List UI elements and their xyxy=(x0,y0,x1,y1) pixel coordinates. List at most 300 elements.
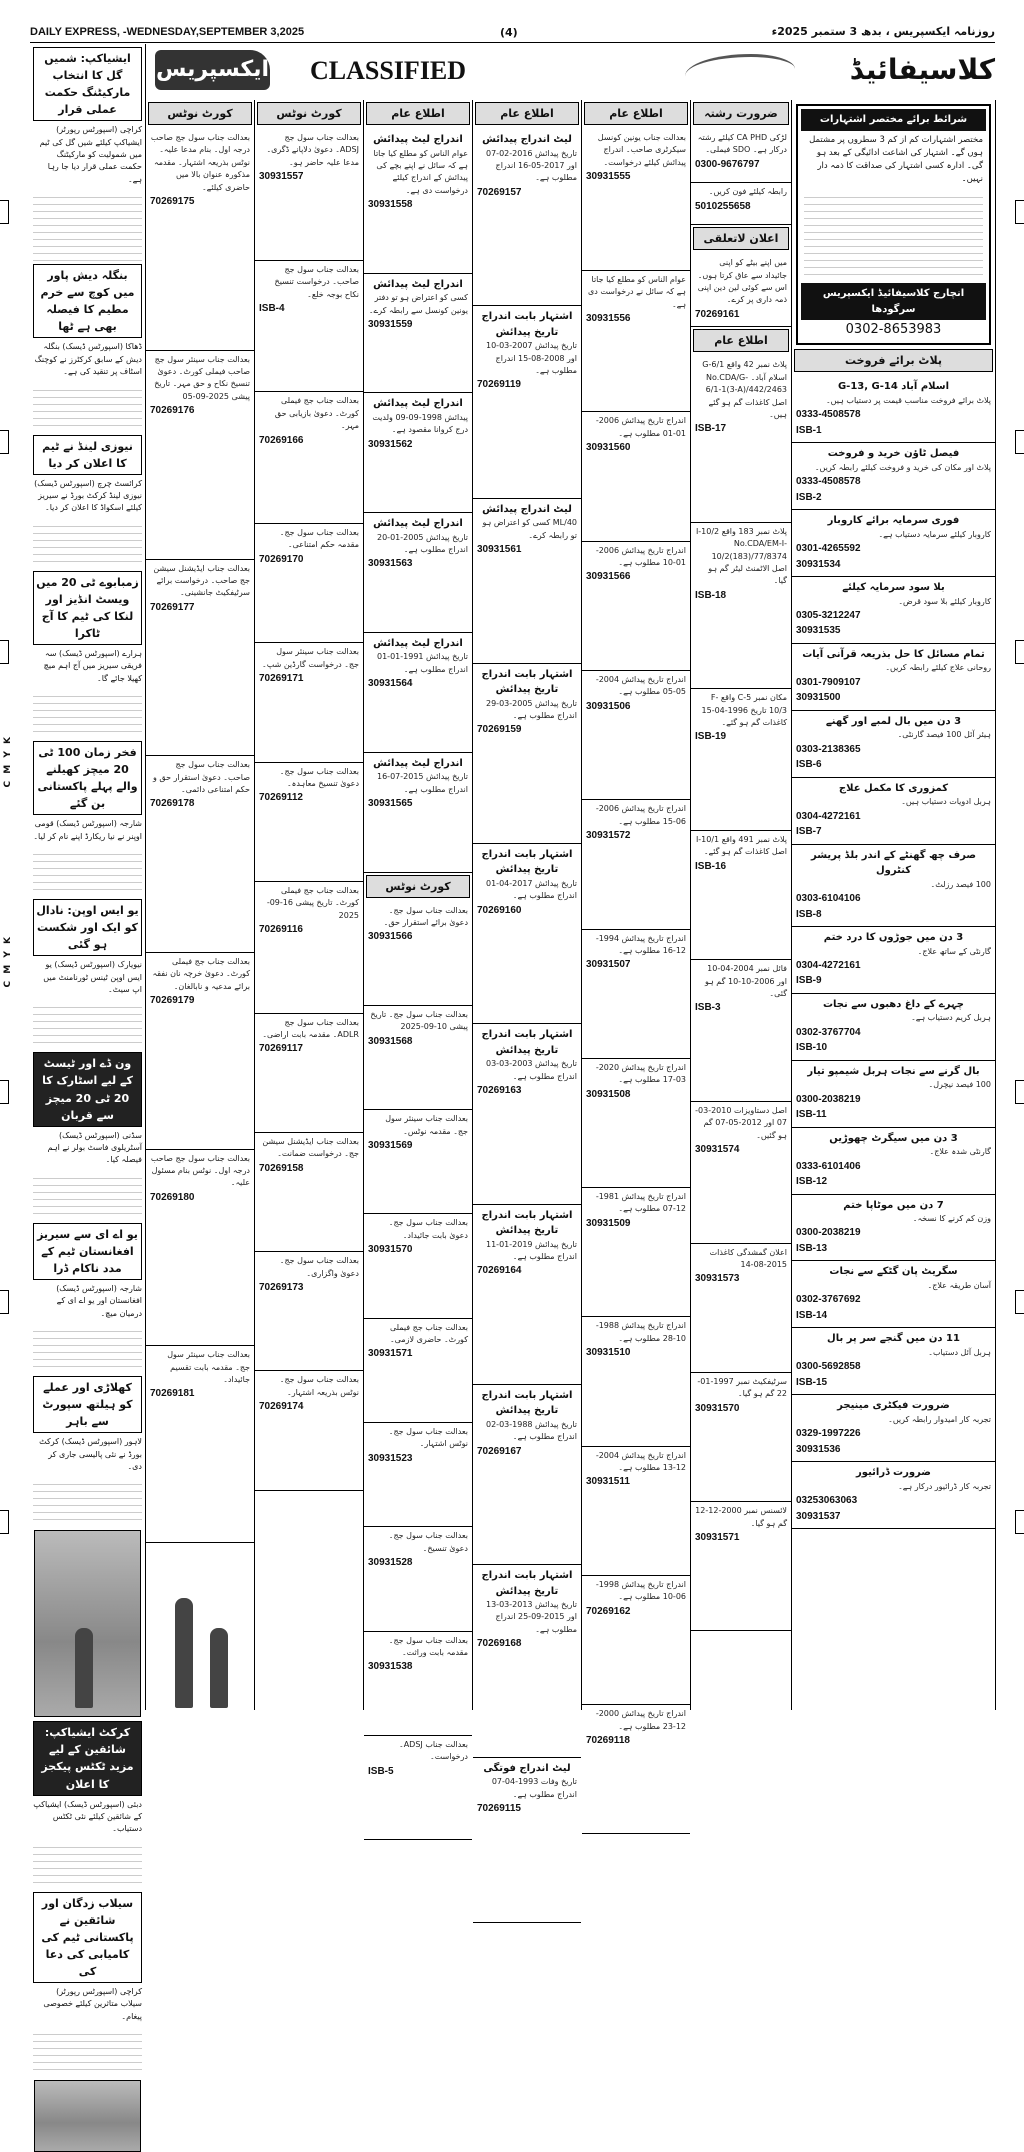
ad-phone: 0303-2138365 xyxy=(796,743,861,755)
ad-phone: 0302-3767704 xyxy=(796,1026,861,1038)
ad-body: سرٹیفکیٹ نمبر 1997-01-22 گم ہو گیا۔ xyxy=(697,1376,787,1399)
classified-ad xyxy=(146,1346,254,1543)
masthead-urdu-date: روزنامہ ایکسپریس ، بدھ 3 ستمبر 2025ء xyxy=(771,25,995,38)
ad-code: 70269168 xyxy=(477,1638,522,1650)
classified-ad xyxy=(364,633,472,753)
ad-body: پیدائش 1998-09-09 ولدیت درج کروانا مقصود ہے۔ xyxy=(372,412,468,435)
news-body: کرائسٹ چرچ (اسپورٹس ڈیسک) نیوزی لینڈ کرکٹ بورڈ نے سیریز کیلئے اسکواڈ کا اعلان کر دیا۔ xyxy=(34,478,142,513)
ad-code: 30931558 xyxy=(368,199,413,211)
ad-code: 70269161 xyxy=(695,308,740,320)
ad-code: 5010255658 xyxy=(695,200,751,212)
classified-ad xyxy=(582,542,690,671)
ad-code: ISB-17 xyxy=(695,423,727,435)
ad-code: 70269178 xyxy=(150,798,195,810)
ad-body: بعدالت جناب ایڈیشنل سیشن جج صاحب۔ درخواست برائے سرٹیفکیٹ جانشینی۔ xyxy=(153,563,250,598)
ad-phone: 0301-4265592 xyxy=(796,543,861,555)
ad-body: تاریخ وفات 1993-04-07 اندراج مطلوب ہے۔ xyxy=(491,1777,577,1799)
classified-ad xyxy=(364,1214,472,1318)
classified-ad xyxy=(691,1502,791,1631)
news-headline: ون ڈے اور ٹیسٹ کے لیے اسٹارک کا 20 ٹی 20 میچز سے قربان xyxy=(33,1052,142,1126)
news-headline: یو اے ای سے سیریز افغانستان ٹیم کے مدد ناکام ڈرا xyxy=(33,1223,142,1280)
ad-body: اصل دستاویزات 2010-03-07 اور 2012-05-07 گم ہو گئیں۔ xyxy=(695,1105,787,1140)
ad-body: اندراج تاریخ پیدائش 2004-12-13 مطلوب ہے۔ xyxy=(595,1450,686,1473)
ad-body: بعدالت جناب سول جج صاحب درجہ اول۔ نوٹس بنام مسئول علیہ۔ xyxy=(150,1153,250,1188)
classified-ad xyxy=(792,644,995,711)
ad-title: تمام مسائل کا حل بذریعہ قرآنی آیات xyxy=(802,648,985,660)
masthead xyxy=(30,22,995,43)
section-header: پلاٹ برائے فروخت xyxy=(794,349,993,372)
ad-body: تاریخ پیدائش 1991-01-01 اندراج مطلوب ہے۔ xyxy=(376,652,468,674)
classified-ad xyxy=(582,671,690,800)
ad-body: رابطہ کیلئے فون کریں۔ xyxy=(708,187,787,197)
ad-code: 30931570 xyxy=(695,1402,740,1414)
classified-ad xyxy=(792,994,995,1061)
news-text-lines xyxy=(33,1172,142,1220)
classified-ad xyxy=(364,513,472,633)
ad-phone: 0333-4508578 xyxy=(796,409,861,421)
classified-ad xyxy=(473,844,581,1024)
ad-code: 30931511 xyxy=(586,1476,630,1488)
ad-title: اندراج لیٹ پیدائش xyxy=(373,134,463,146)
ad-code: 30931569 xyxy=(368,1139,413,1151)
ad-body: بعدالت جناب سینئر سول جج۔ درخواست گارڈین شپ۔ xyxy=(262,647,359,669)
ad-body: بعدالت جناب ایڈیشنل سیشن جج۔ درخواست ضمانت۔ xyxy=(262,1136,359,1159)
ad-body: مکان نمبر 5-C واقع F-10/3 تاریخ 1996-04-15 کاغذات گم ہو گئے۔ xyxy=(701,693,787,728)
ad-body: اندراج تاریخ پیدائش 2020-03-17 مطلوب ہے۔ xyxy=(595,1062,686,1085)
news-headline: زمبابوے ٹی 20 میں ویسٹ انڈیز اور لنکا کی ٹیم کا آج ٹاکرا xyxy=(33,571,142,645)
registration-mark xyxy=(1015,1510,1024,1534)
ad-title: اشتہار بابت اندراج تاریخ پیدائش xyxy=(481,668,573,696)
ad-body: بعدالت جناب سول جج۔ دعویٰ تنسیخ۔ xyxy=(388,1531,468,1553)
registration-mark xyxy=(0,1510,9,1534)
news-text-lines xyxy=(33,1478,142,1526)
section-header: اطلاع عام xyxy=(584,102,688,125)
classified-title-urdu: کلاسیفائیڈ xyxy=(849,53,995,86)
ad-body: میں اپنے بیٹے کو اپنی جائیداد سے عاق کرتا ہوں۔ اس سے کوئی لین دین اپنی ذمہ داری پر کرے۔ xyxy=(697,258,787,305)
ad-phone: 0302-3767692 xyxy=(796,1294,861,1306)
news-body: کراچی (اسپورٹس رپورٹر) سیلاب متاثرین کیلئے خصوصی پیغام۔ xyxy=(43,1986,142,2021)
classified-ad xyxy=(792,711,995,778)
ad-code: 0300-9676797 xyxy=(695,158,760,170)
ad-body: ہربل کریم دستیاب ہے۔ xyxy=(911,1013,991,1023)
news-headline: بنگلہ دیش پاور میں کوچ سے خرم مطیم کا فیصلہ بھی ہے ٹھا xyxy=(33,264,142,338)
classified-ad xyxy=(691,831,791,960)
ad-body: پلاٹ نمبر 491 واقع I-10/1 اصل کاغذات گم ہو گئے۔ xyxy=(695,834,787,857)
ad-body: 100 فیصد نیچرل۔ xyxy=(928,1080,991,1090)
ad-phone: 0305-3212247 xyxy=(796,609,861,621)
news-headline: سیلاب زدگان اور شائقین نے پاکستانی ٹیم کی کامیابی کی دعا کی xyxy=(33,1892,142,1983)
ad-code: 30931573 xyxy=(695,1273,740,1285)
news-body: کراچی (اسپورٹس رپورٹر) ایشیاکپ کیلئے شیں گل کی ٹیم میں شمولیت کو مارکیٹنگ حکمت عملی قرار دیا جا رہا ہے۔ xyxy=(39,125,142,184)
classified-ad xyxy=(582,412,690,541)
ad-code: 30931568 xyxy=(368,1035,413,1047)
ad-code: 30931538 xyxy=(368,1661,413,1673)
ad-code: 70269117 xyxy=(259,1043,303,1055)
classified-ad xyxy=(691,183,791,225)
ad-body: بعدالت جناب سول جج صاحب درجہ اول۔ بنام مدعا علیہ۔ نوٹس بذریعہ اشتہار۔ مقدمہ مذکورہ عنوان بالا میں حاضری کیلئے۔ xyxy=(150,133,250,192)
ad-phone: 0300-2038219 xyxy=(796,1093,861,1105)
ad-phone: 03253063063 xyxy=(796,1495,858,1507)
ad-title: اندراج لیٹ پیدائش xyxy=(373,757,463,769)
ad-code: 30931556 xyxy=(586,312,631,324)
ad-code: 30931560 xyxy=(586,442,631,454)
news-body: نیویارک (اسپورٹس ڈیسک) یو ایس اوپن ٹینس ٹورنامنٹ میں اپ سیٹ۔ xyxy=(43,960,142,995)
ad-code: 70269162 xyxy=(586,1605,631,1617)
news-body: سڈنی (اسپورٹس ڈیسک) آسٹریلوی فاسٹ بولر نے اہم فیصلہ کیا۔ xyxy=(47,1130,142,1165)
ad-body: وزن کم کرنے کا نسخہ۔ xyxy=(912,1214,991,1224)
classified-ad xyxy=(255,129,363,261)
ad-body: ہیئر آئل 100 فیصد گارنٹی۔ xyxy=(897,730,991,740)
ad-title: اسلام آباد G-13, G-14 xyxy=(837,381,950,393)
classified-ad xyxy=(582,1317,690,1446)
news-body: لاہور (اسپورٹس ڈیسک) کرکٹ بورڈ نے نئی پالیسی جاری کر دی۔ xyxy=(39,1437,142,1471)
classified-ad xyxy=(473,499,581,664)
ad-code: 30931510 xyxy=(586,1347,631,1359)
ad-code: 30931507 xyxy=(586,959,631,971)
registration-mark xyxy=(0,640,9,664)
ad-code: 70269179 xyxy=(150,995,195,1007)
classified-ad xyxy=(582,800,690,929)
registration-mark xyxy=(0,200,9,224)
ad-body: بعدالت جناب سول جج۔ دعویٰ واگزاری۔ xyxy=(279,1256,359,1278)
classified-ad xyxy=(691,356,791,522)
ad-code: ISB-13 xyxy=(796,1242,828,1254)
ad-title: فوری سرمایہ برائے کاروبار xyxy=(827,515,960,527)
sports-column xyxy=(30,44,146,2021)
cmyk-mark: C M Y K xyxy=(3,735,13,788)
classified-ad xyxy=(255,643,363,762)
ad-title: 7 دن میں موٹاپا ختم xyxy=(843,1199,944,1211)
section-header: کورٹ نوٹس xyxy=(257,102,361,125)
classified-ad xyxy=(146,560,254,757)
ad-code: 30931559 xyxy=(368,318,413,330)
classified-ad xyxy=(364,1527,472,1631)
ad-body: اندراج تاریخ پیدائش 2004-05-05 مطلوب ہے۔ xyxy=(595,674,686,697)
classified-ad xyxy=(473,306,581,499)
ad-body: بعدالت جناب سول جج۔ دعویٰ تنسیخ معاہدہ۔ xyxy=(279,766,359,789)
ad-code: ISB-16 xyxy=(695,860,727,872)
ad-code: 70269177 xyxy=(150,601,195,613)
ad-code: 70269112 xyxy=(259,792,303,804)
classified-ad xyxy=(364,1632,472,1736)
ad-code: 30931566 xyxy=(586,571,631,583)
ad-code: 30931509 xyxy=(586,1217,631,1229)
news-text-lines xyxy=(33,1325,142,1373)
ad-code: 30931500 xyxy=(796,692,841,704)
classified-ad xyxy=(582,271,690,413)
ad-body: بعدالت جناب جج فیملی کورٹ۔ دعویٰ بازیابی حق مہر۔ xyxy=(274,396,359,431)
ad-title: اشتہار بابت اندراج تاریخ پیدائش xyxy=(481,848,573,876)
classified-ad xyxy=(792,845,995,927)
ad-body: بعدالت جناب سینئر سول جج صاحب فیملی کورٹ۔ دعویٰ تنسیخ نکاح و حق مہر۔ تاریخ پیشی 2025-09-05 xyxy=(154,354,250,401)
classified-ad xyxy=(582,930,690,1059)
ad-body: اندراج تاریخ پیدائش 2006-01-10 مطلوب ہے۔ xyxy=(595,545,686,568)
ad-phone: 0329-1997226 xyxy=(796,1428,861,1440)
ad-code: 30931571 xyxy=(695,1531,740,1543)
ad-title: لیٹ اندراج پیدائش xyxy=(482,134,572,146)
ad-code: 70269176 xyxy=(150,405,195,417)
classified-ad xyxy=(364,1736,472,1840)
classified-ad xyxy=(146,953,254,1150)
classified-title-english: CLASSIFIED xyxy=(310,56,467,85)
classified-ad xyxy=(792,1061,995,1128)
ad-body: اندراج تاریخ پیدائش 1998-06-10 مطلوب ہے۔ xyxy=(595,1579,686,1602)
classified-ad xyxy=(255,524,363,643)
section-header: اطلاع عام xyxy=(366,102,470,125)
news-headline: کھلاڑی اور عملے کو ہیلتھ سپورٹ سے باہر xyxy=(33,1376,142,1433)
registration-mark xyxy=(0,1290,9,1314)
ad-body: ہربل آئل دستیاب۔ xyxy=(928,1347,991,1357)
section-header: اعلان لاتعلقی xyxy=(693,227,789,250)
ad-code: ISB-18 xyxy=(695,589,727,601)
registration-mark xyxy=(0,430,9,454)
general-notices-column xyxy=(364,100,473,1777)
ad-code: ISB-19 xyxy=(695,731,727,743)
ad-body: اندراج تاریخ پیدائش 2000-12-23 مطلوب ہے۔ xyxy=(595,1709,686,1731)
ad-code: 30931508 xyxy=(586,1088,631,1100)
ad-body: بعدالت جناب سول جج۔ تاریخ پیشی 10-09-2025 xyxy=(370,1009,468,1032)
classified-ad xyxy=(792,510,995,577)
classified-ad xyxy=(255,1133,363,1252)
ad-body: تاریخ پیدائش 2017-04-01 اندراج مطلوب ہے۔ xyxy=(485,878,577,901)
ad-phone: 0333-6101406 xyxy=(796,1160,861,1172)
classified-ad xyxy=(582,129,690,271)
classified-ad xyxy=(792,443,995,510)
ad-code: ISB-3 xyxy=(695,1002,721,1014)
ad-body: 100 فیصد رزلٹ۔ xyxy=(930,879,991,889)
classified-ad xyxy=(691,960,791,1102)
ad-body: بعدالت جناب جج فیملی کورٹ۔ حاضری لازمی۔ xyxy=(389,1322,468,1345)
classified-ad xyxy=(582,1059,690,1188)
ad-body: اندراج تاریخ پیدائش 2006-06-15 مطلوب ہے۔ xyxy=(595,804,686,826)
ad-title: لیٹ اندراج فوتگی xyxy=(483,1762,571,1774)
classified-ad xyxy=(473,1758,581,1923)
ad-body: اندراج تاریخ پیدائش 2006-01-01 مطلوب ہے۔ xyxy=(595,416,686,438)
ad-title: اشتہار بابت اندراج تاریخ پیدائش xyxy=(481,1570,573,1597)
ad-title: 11 دن میں گنجے سر پر بال xyxy=(827,1333,960,1345)
pen-swoosh-icon xyxy=(685,54,795,91)
classified-ad xyxy=(255,1252,363,1371)
ad-body: پلاٹ برائے فروخت مناسب قیمت پر دستیاب ہیں۔ xyxy=(825,395,991,405)
ad-code: 70269119 xyxy=(477,379,521,391)
news-headline: کرکٹ ایشیاکپ: شائقین کے لیے مزید ٹکٹس پیکجز کا اعلان xyxy=(33,1721,142,1795)
classified-ad xyxy=(792,1462,995,1529)
classified-ad xyxy=(364,393,472,513)
ad-title: اندراج لیٹ پیدائش xyxy=(373,518,463,530)
classified-ad xyxy=(255,392,363,524)
rates-contact: انچارج کلاسیفائیڈ ایکسپریس سرگودھا xyxy=(801,283,986,320)
section-header: کورٹ نوٹس xyxy=(366,875,470,898)
ad-title: فیصل ٹاؤن خرید و فروخت xyxy=(827,448,960,460)
ad-body: بعدالت جناب سول جج۔ دعویٰ برائے استقرار حق۔ xyxy=(383,905,468,927)
ad-body: بعدالت جناب یونین کونسل سیکرٹری صاحب۔ اندراج پیدائش کیلئے درخواست۔ xyxy=(597,133,686,167)
ad-body: اعلان گمشدگی کاغذات 2015-08-14 xyxy=(709,1247,787,1269)
classified-banner xyxy=(155,50,995,94)
court-notices-column-2 xyxy=(255,100,364,1710)
cricket-photo xyxy=(34,1530,141,1717)
ad-code: 70269175 xyxy=(150,196,195,207)
ad-title: اشتہار بابت اندراج تاریخ پیدائش xyxy=(481,1209,573,1237)
ad-body: تاریخ پیدائش 2005-01-20 اندراج مطلوب ہے۔ xyxy=(376,532,468,555)
ad-body: کاروبار کیلئے بلا سود قرض۔ xyxy=(898,596,991,606)
news-headline: یو ایس اوپن: نادال کو ایک اور شکست ہو گئی xyxy=(33,899,142,956)
classified-ad xyxy=(792,927,995,994)
registration-mark xyxy=(1015,430,1024,454)
ad-code: ISB-8 xyxy=(796,908,822,920)
ad-code: 30931528 xyxy=(368,1557,413,1569)
classified-ad xyxy=(255,763,363,882)
ad-body: اندراج تاریخ پیدائش 1994-12-16 مطلوب ہے۔ xyxy=(595,933,686,955)
player-figure xyxy=(75,1628,93,1708)
ad-body: بعدالت جناب سول جج صاحب۔ درخواست تنسیخ نکاح بوجہ خلع۔ xyxy=(274,264,359,299)
ad-code: 70269159 xyxy=(477,724,522,736)
ad-body: پلاٹ اور مکان کی خرید و فروخت کیلئے رابطہ کریں۔ xyxy=(814,462,991,472)
ad-code: 70269157 xyxy=(477,186,522,198)
ad-code: 70269173 xyxy=(259,1281,304,1293)
ad-code: ISB-12 xyxy=(796,1176,828,1188)
news-text-lines xyxy=(33,690,142,738)
ad-title: اندراج لیٹ پیدائش xyxy=(373,637,463,649)
classified-ad xyxy=(691,523,791,689)
ad-code: 30931572 xyxy=(586,830,631,842)
ad-body: کسی کو اعتراض ہو تو دفتر یونین کونسل سے رابطہ کرے۔ xyxy=(368,293,468,315)
ad-code: 30931557 xyxy=(259,171,304,183)
section-header: ضرورت رشتہ xyxy=(693,102,789,125)
classified-ad xyxy=(792,1128,995,1195)
ad-code: 30931574 xyxy=(695,1144,740,1156)
ad-code: 70269181 xyxy=(150,1388,195,1400)
news-text-lines xyxy=(33,848,142,896)
ad-rates-box xyxy=(796,104,991,345)
classified-ad xyxy=(582,1447,690,1576)
ad-body: بعدالت جناب جج فیملی کورٹ۔ دعویٰ خرچہ نان نفقہ برائے مدعیہ و نابالغان۔ xyxy=(152,956,250,991)
ad-phone: 0303-6104106 xyxy=(796,893,861,904)
ad-body: بعدالت جناب سول جج۔ دعویٰ بابت جائیداد۔ xyxy=(388,1218,468,1240)
ad-code: ISB-10 xyxy=(796,1042,828,1054)
ad-code: ISB-15 xyxy=(796,1376,828,1388)
classified-ad xyxy=(691,689,791,831)
ad-body: لائسنس نمبر 2000-12-12 گم ہو گیا۔ xyxy=(695,1506,787,1528)
ad-body: بعدالت جناب سینئر سول جج۔ مقدمہ بابت تقسیم جائیداد۔ xyxy=(167,1350,250,1385)
ad-body: اندراج تاریخ پیدائش 1981-12-07 مطلوب ہے۔ xyxy=(595,1192,686,1214)
ad-phone: 0333-4508578 xyxy=(796,476,861,488)
ad-code: 70269118 xyxy=(586,1734,630,1746)
general-notices-column-3 xyxy=(582,100,691,1746)
classified-ad xyxy=(364,1110,472,1214)
ad-code: 30931564 xyxy=(368,678,413,690)
ad-body: بعدالت جناب سینئر سول جج۔ مقدمہ نوٹس۔ xyxy=(385,1114,468,1136)
classified-ad xyxy=(146,129,254,350)
classified-ad xyxy=(364,1423,472,1527)
ad-body: اندراج تاریخ پیدائش 1988-10-28 مطلوب ہے۔ xyxy=(595,1321,686,1343)
classified-ad xyxy=(792,1261,995,1328)
ad-code: ISB-1 xyxy=(796,424,822,436)
ad-title: اشتہار بابت اندراج تاریخ پیدائش xyxy=(481,1029,573,1056)
ad-code: 70269115 xyxy=(477,1803,521,1815)
ad-code: 30931523 xyxy=(368,1452,413,1464)
registration-mark xyxy=(1015,640,1024,664)
ad-body: بعدالت جناب سول جج ADLR۔ مقدمہ بابت اراضی۔ xyxy=(262,1017,359,1039)
classified-ad xyxy=(691,1102,791,1244)
registration-mark xyxy=(1015,1290,1024,1314)
news-text-lines xyxy=(33,1001,142,1049)
ad-body: تاریخ پیدائش 2016-02-07 اور 2017-05-16 اندراج مطلوب ہے۔ xyxy=(485,148,577,183)
ad-code: 70269174 xyxy=(259,1401,304,1413)
news-body: ڈھاکا (اسپورٹس ڈیسک) بنگلہ دیش کے سابق کرکٹرز نے کوچنگ اسٹاف پر تنقید کی ہے۔ xyxy=(34,342,142,377)
news-body: دبئی (اسپورٹس ڈیسک) ایشیاکپ کے شائقین کیلئے نئی ٹکٹس دستیاب۔ xyxy=(33,1799,142,1834)
news-headline: نیوزی لینڈ نے ٹیم کا اعلان کر دیا xyxy=(33,435,142,475)
classified-ad xyxy=(792,1395,995,1462)
court-notices-column xyxy=(146,100,255,1710)
ad-body: روحانی علاج کیلئے رابطہ کریں۔ xyxy=(885,663,991,673)
ad-body: عوام الناس کو مطلع کیا جاتا ہے کہ سائل نے اپنے بچے کی پیدائش کے اندراج کیلئے درخواست دی ہے۔ xyxy=(373,148,468,195)
masthead-english-date: DAILY EXPRESS, -WEDNESDAY,SEPTEMBER 3,2025 xyxy=(30,26,305,38)
ad-title: بال گرنے سے نجات ہربل شیمپو تیار xyxy=(807,1065,980,1077)
ad-code: ISB-14 xyxy=(796,1309,828,1321)
ad-body: تاریخ پیدائش 2003-03-03 اندراج مطلوب ہے۔ xyxy=(485,1059,577,1081)
classified-ad xyxy=(691,1244,791,1373)
ad-code: ISB-7 xyxy=(796,826,822,838)
ad-code: 30931506 xyxy=(586,700,631,712)
wanted-column xyxy=(691,100,792,1710)
ad-title: ضرورت فیکٹری مینیجر xyxy=(837,1400,950,1412)
ad-title: اشتہار بابت اندراج تاریخ پیدائش xyxy=(481,1389,573,1417)
ad-code: 30931565 xyxy=(368,798,413,810)
ad-code: ISB-4 xyxy=(259,302,285,314)
ad-body: بعدالت جناب سول جج۔ نوٹس بذریعہ اشتہار۔ xyxy=(279,1375,359,1397)
classified-ad xyxy=(255,882,363,1014)
classified-ad xyxy=(146,756,254,953)
ad-body: آسان طریقہ علاج۔ xyxy=(927,1280,991,1290)
ad-body: بعدالت جناب ADSJ۔ درخواست۔ xyxy=(399,1739,468,1762)
ad-code: 70269164 xyxy=(477,1265,522,1277)
ad-body: ہربل ادویات دستیاب ہیں۔ xyxy=(901,797,991,807)
classified-ad xyxy=(473,1385,581,1565)
ad-code: ISB-11 xyxy=(796,1109,827,1121)
classified-ad xyxy=(473,664,581,844)
ad-body: گارنٹی شدہ علاج۔ xyxy=(929,1147,991,1157)
ad-phone: 0300-2038219 xyxy=(796,1227,861,1239)
ad-code: 30931535 xyxy=(796,625,841,637)
ad-code: 30931555 xyxy=(586,171,631,183)
rates-body: مختصر اشتہارات کم از کم 3 سطروں پر مشتمل ہوں گے۔ اشتہار کی اشاعت ادائیگی کے بعد ہو گی۔ ادارہ کسی اشتہار کی صداقت کا ذمہ دار نہیں۔ xyxy=(809,134,983,185)
classified-ads-column xyxy=(792,100,996,1710)
ad-code: 70269116 xyxy=(259,924,303,936)
classified-ad xyxy=(792,778,995,845)
news-text-lines xyxy=(33,1841,142,1889)
registration-mark xyxy=(1015,1080,1024,1104)
express-logo: ایکسپریس xyxy=(155,50,270,90)
ad-code: 30931563 xyxy=(368,558,413,570)
news-text-lines xyxy=(33,191,142,261)
ad-body: لڑکی CA PHD کیلئے رشتہ درکار ہے۔ SDO فیملی۔ xyxy=(697,133,787,155)
ad-body: تاریخ پیدائش 2013-03-13 اور 2015-09-25 اندراج مطلوب ہے۔ xyxy=(485,1600,577,1634)
ad-body: تاریخ پیدائش 1988-03-02 اندراج مطلوب ہے۔ xyxy=(485,1419,577,1442)
ad-code: 70269170 xyxy=(259,553,304,565)
ad-code: 30931536 xyxy=(796,1443,841,1455)
ad-code: ISB-2 xyxy=(796,491,822,503)
ad-code: 70269167 xyxy=(477,1445,522,1457)
ad-code: 30931561 xyxy=(477,544,522,556)
classified-ad xyxy=(582,1576,690,1705)
rates-text-lines xyxy=(804,191,983,281)
news-body: ہرارے (اسپورٹس ڈیسک) سہ فریقی سیریز میں آج اہم میچ کھیلا جائے گا۔ xyxy=(43,648,142,683)
news-text-lines xyxy=(33,2028,142,2076)
ad-body: عوام الناس کو مطلع کیا جاتا ہے کہ سائل نے درخواست دی ہے۔ xyxy=(587,274,686,309)
ad-title: 3 دن میں بال لمبے اور گھنے xyxy=(825,715,962,727)
rates-title: شرائط برائے مختصر اشتہارات xyxy=(801,109,986,131)
classified-ad xyxy=(255,261,363,393)
